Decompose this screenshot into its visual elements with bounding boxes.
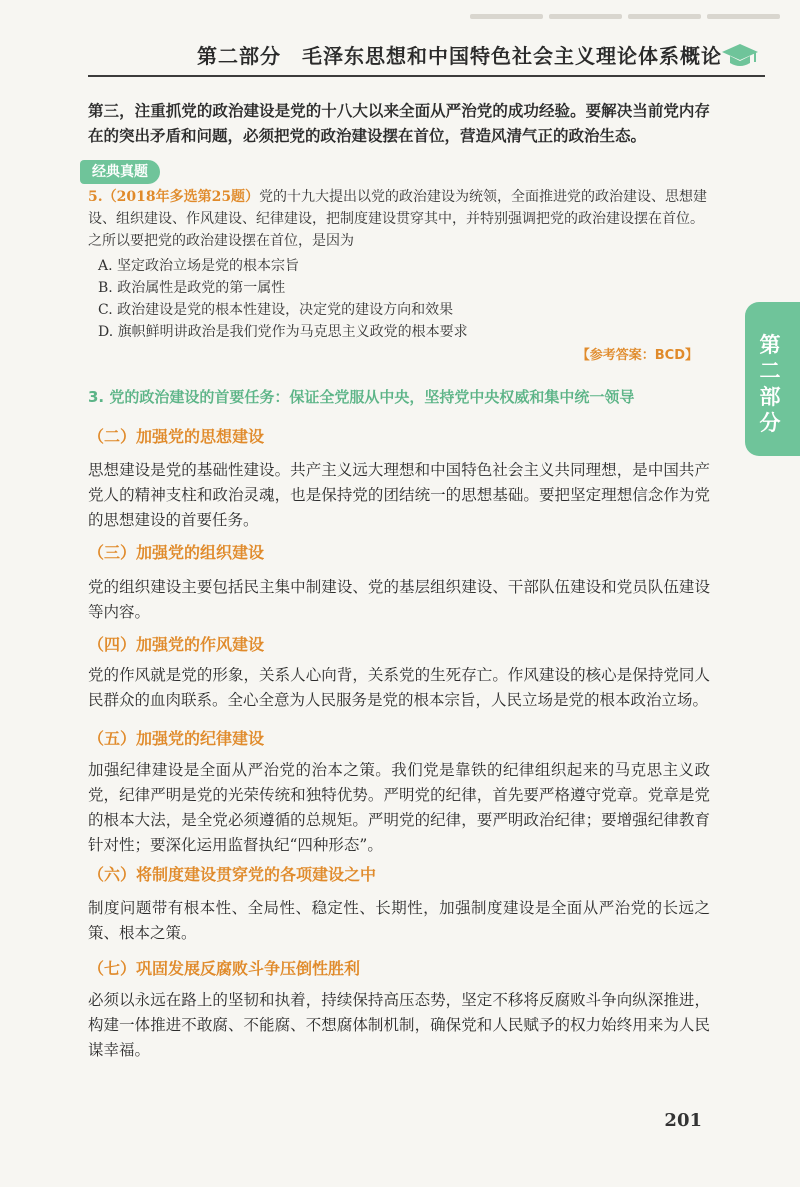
question-tag: 5.（2018年多选第25题）: [88, 189, 260, 205]
subsection-heading: （五）加强党的纪律建设: [88, 729, 265, 748]
subsection-body: 思想建设是党的基础性建设。共产主义远大理想和中国特色社会主义共同理想，是中国共产党人的精神支柱和政治灵魂，也是保持党的团结统一的思想基础。要把坚定理想信念作为党的思想建设的首要任务。: [88, 461, 710, 529]
subsection-heading: （四）加强党的作风建设: [88, 635, 265, 654]
subsection-body: 党的作风就是党的形象，关系人心向背，关系党的生死存亡。作风建设的核心是保持党同人民群众的血肉联系。全心全意为人民服务是党的根本宗旨，人民立场是党的根本政治立场。: [88, 666, 710, 709]
question-text: 党的十九大提出以党的政治建设为统领，全面推进党的政治建设、思想建设、组织建设、作风建设、纪律建设，把制度建设贯穿其中，并特别强调把党的政治建设摆在首位。之所以要把党的政治建设摆在首位，是因为: [88, 189, 708, 249]
reference-answer: 【参考答案：BCD】: [576, 348, 698, 363]
exam-badge: 经典真题: [80, 160, 160, 184]
subsection-heading: （七）巩固发展反腐败斗争压倒性胜利: [88, 959, 361, 978]
subsection-heading: （二）加强党的思想建设: [88, 427, 265, 446]
option-a: A. 坚定政治立场是党的根本宗旨: [98, 258, 300, 274]
option-d: D. 旗帜鲜明讲政治是我们党作为马克思主义政党的根本要求: [98, 324, 468, 340]
option-b: B. 政治属性是政党的第一属性: [98, 280, 286, 296]
intro-paragraph: 第三，注重抓党的政治建设是党的十八大以来全面从严治党的成功经验。要解决当前党内存在的突出矛盾和问题，必须把党的政治建设摆在首位，营造风清气正的政治生态。: [88, 101, 710, 145]
page-number: 201: [664, 1110, 702, 1131]
subsection-body: 必须以永远在路上的坚韧和执着，持续保持高压态势，坚定不移将反腐败斗争向纵深推进，构建一体推进不敢腐、不能腐、不想腐体制机制，确保党和人民赋予的权力始终用来为人民谋幸福。: [88, 991, 710, 1059]
header-divider: [88, 75, 765, 77]
subsection-body: 党的组织建设主要包括民主集中制建设、党的基层组织建设、干部队伍建设和党员队伍建设等内容。: [88, 578, 710, 621]
subsection-heading: （六）将制度建设贯穿党的各项建设之中: [88, 865, 377, 884]
graduation-cap-icon: [720, 40, 760, 70]
subsection-body: 制度问题带有根本性、全局性、稳定性、长期性，加强制度建设是全面从严治党的长远之策、根本之策。: [88, 899, 710, 942]
option-c: C. 政治建设是党的根本性建设，决定党的建设方向和效果: [98, 302, 454, 318]
side-tab-label: 第二部分: [759, 333, 781, 435]
running-header: 第二部分 毛泽东思想和中国特色社会主义理论体系概论: [197, 44, 722, 68]
section-heading: 3. 党的政治建设的首要任务：保证全党服从中央，坚持党中央权威和集中统一领导: [88, 388, 635, 406]
subsection-heading: （三）加强党的组织建设: [88, 543, 265, 562]
subsection-body: 加强纪律建设是全面从严治党的治本之策。我们党是靠铁的纪律组织起来的马克思主义政党，纪律严明是党的光荣传统和独特优势。严明党的纪律，首先要严格遵守党章。党章是党的根本大法，是全党必须遵循的总规矩。严明党的纪律，要严明政治纪律；要增强纪律教育针对性；要深化运用监督执纪“四种形态”。: [88, 761, 710, 854]
header-decoration: [470, 10, 780, 24]
exam-question: [88, 186, 710, 252]
